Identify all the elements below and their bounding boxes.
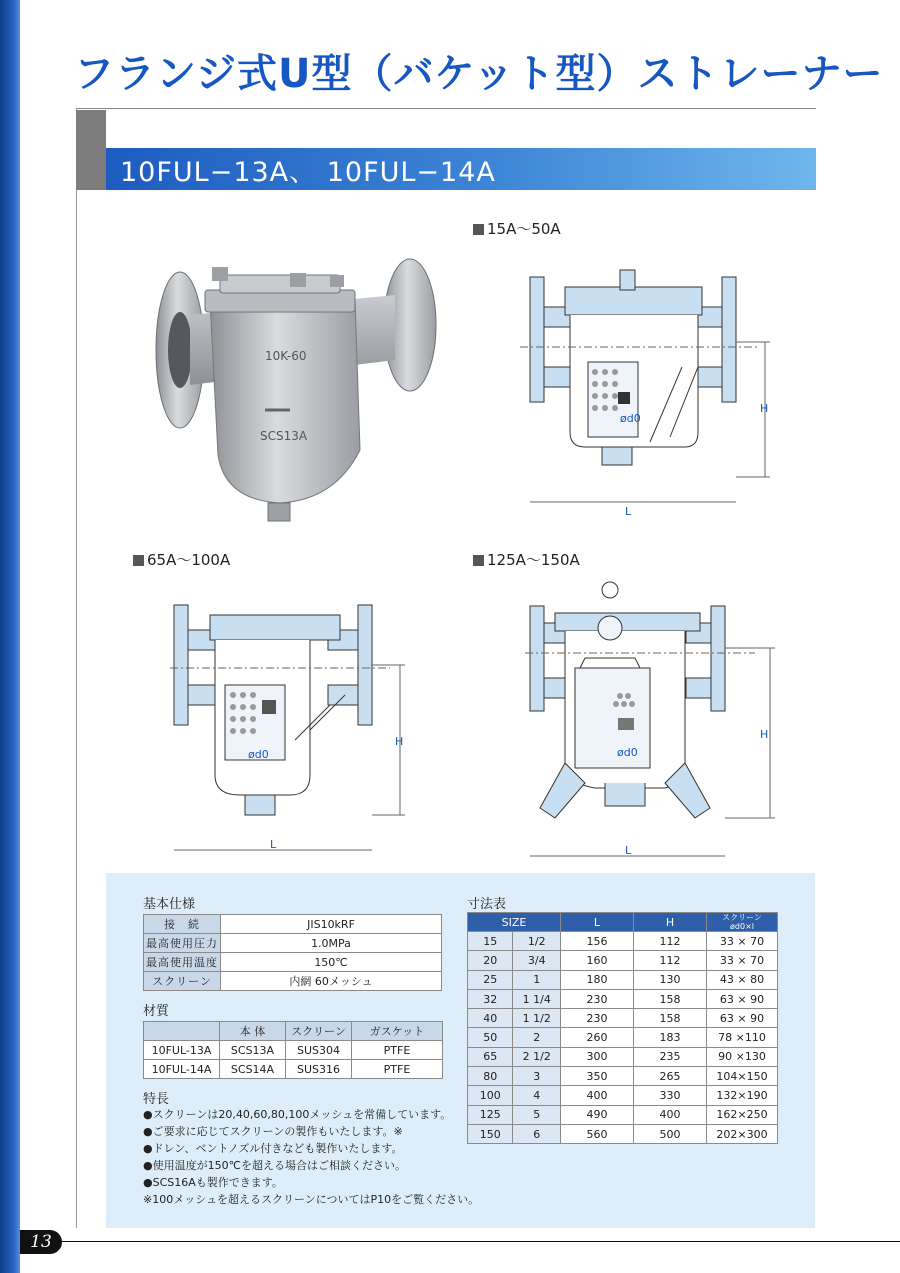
dimension-row: 20 3/4 160 112 33 × 70 <box>468 951 778 970</box>
svg-text:L: L <box>625 505 632 518</box>
basic-spec-table <box>143 914 442 991</box>
dimension-header-row: SIZE L H スクリーン ød0×l <box>468 913 778 932</box>
feature-item: ●ドレン、ベントノズル付きなども製作いたします。 <box>143 1142 403 1155</box>
material-header-row: 本 体 スクリーン ガスケット <box>144 1022 443 1041</box>
basic-spec-row: 接 続 JIS10kRF <box>144 915 442 934</box>
frame-rule <box>76 108 77 1228</box>
svg-text:L: L <box>625 844 632 857</box>
drawing-medium <box>170 600 410 860</box>
basic-spec-row: 最高使用圧力 1.0MPa <box>144 934 442 953</box>
feature-item: ●SCS16Aも製作できます。 <box>143 1176 283 1189</box>
drawing-small <box>510 262 780 522</box>
header-gray-block <box>76 110 106 190</box>
dimension-rows <box>468 932 778 1144</box>
dimension-row: 100 4 400 330 132×190 <box>468 1086 778 1105</box>
drawing-large <box>525 578 790 860</box>
feature-item: ●スクリーンは20,40,60,80,100メッシュを常備しています。 <box>143 1108 452 1121</box>
page-title: フランジ式U型（バケット型）ストレーナー <box>74 51 884 97</box>
material-heading: 材質 <box>143 1004 170 1019</box>
drawing-label-large: 125A〜150A <box>473 549 580 570</box>
screen-header: スクリーン ød0×l <box>707 913 778 932</box>
feature-item: ●ご要求に応じてスクリーンの製作もいたします。※ <box>143 1125 403 1138</box>
svg-text:SCS13A: SCS13A <box>260 429 308 443</box>
svg-text:ød0: ød0 <box>248 748 269 761</box>
svg-text:H: H <box>395 735 404 748</box>
bottom-rule <box>62 1241 900 1242</box>
feature-item: ●使用温度が150℃を超える場合はご相談ください。 <box>143 1159 406 1172</box>
drawing-label-small: 15A〜50A <box>473 218 561 239</box>
dimension-row: 125 5 490 400 162×250 <box>468 1105 778 1124</box>
product-photo <box>150 245 450 530</box>
dimension-row: 15 1/2 156 112 33 × 70 <box>468 932 778 951</box>
material-row: 10FUL-13A SCS13A SUS304 PTFE <box>144 1041 443 1060</box>
dimension-heading: 寸法表 <box>467 897 507 912</box>
dimension-row: 80 3 350 265 104×150 <box>468 1067 778 1086</box>
material-table <box>143 1021 443 1079</box>
model-names: 10FUL−13A、 10FUL−14A <box>120 157 496 188</box>
drawing-label-medium: 65A〜100A <box>133 549 230 570</box>
svg-text:H: H <box>760 728 769 741</box>
dimension-row: 40 1 1/2 230 158 63 × 90 <box>468 1009 778 1028</box>
dimension-row: 32 1 1/4 230 158 63 × 90 <box>468 989 778 1008</box>
svg-text:ød0: ød0 <box>617 746 638 759</box>
basic-spec-row: 最高使用温度 150℃ <box>144 953 442 972</box>
svg-text:H: H <box>760 402 769 415</box>
page-number: 13 <box>20 1230 62 1254</box>
basic-spec-row: スクリーン 内網 60メッシュ <box>144 972 442 991</box>
features-list <box>143 1106 479 1208</box>
material-row: 10FUL-14A SCS14A SUS316 PTFE <box>144 1060 443 1079</box>
dimension-row: 50 2 260 183 78 ×110 <box>468 1028 778 1047</box>
dimension-row: 65 2 1/2 300 235 90 ×130 <box>468 1047 778 1066</box>
side-accent-bar <box>0 0 20 1273</box>
feature-note: ※100メッシュを超えるスクリーンについてはP10をご覧ください。 <box>143 1193 480 1206</box>
dimension-row: 25 1 180 130 43 × 80 <box>468 970 778 989</box>
svg-text:L: L <box>270 838 277 851</box>
title-rule <box>76 108 816 109</box>
svg-text:ød0: ød0 <box>620 412 641 425</box>
dimension-row: 150 6 560 500 202×300 <box>468 1124 778 1143</box>
features-heading: 特長 <box>143 1092 170 1107</box>
basic-spec-heading: 基本仕様 <box>143 897 196 912</box>
svg-text:10K-60: 10K-60 <box>265 349 307 363</box>
dimension-table <box>467 912 778 1144</box>
